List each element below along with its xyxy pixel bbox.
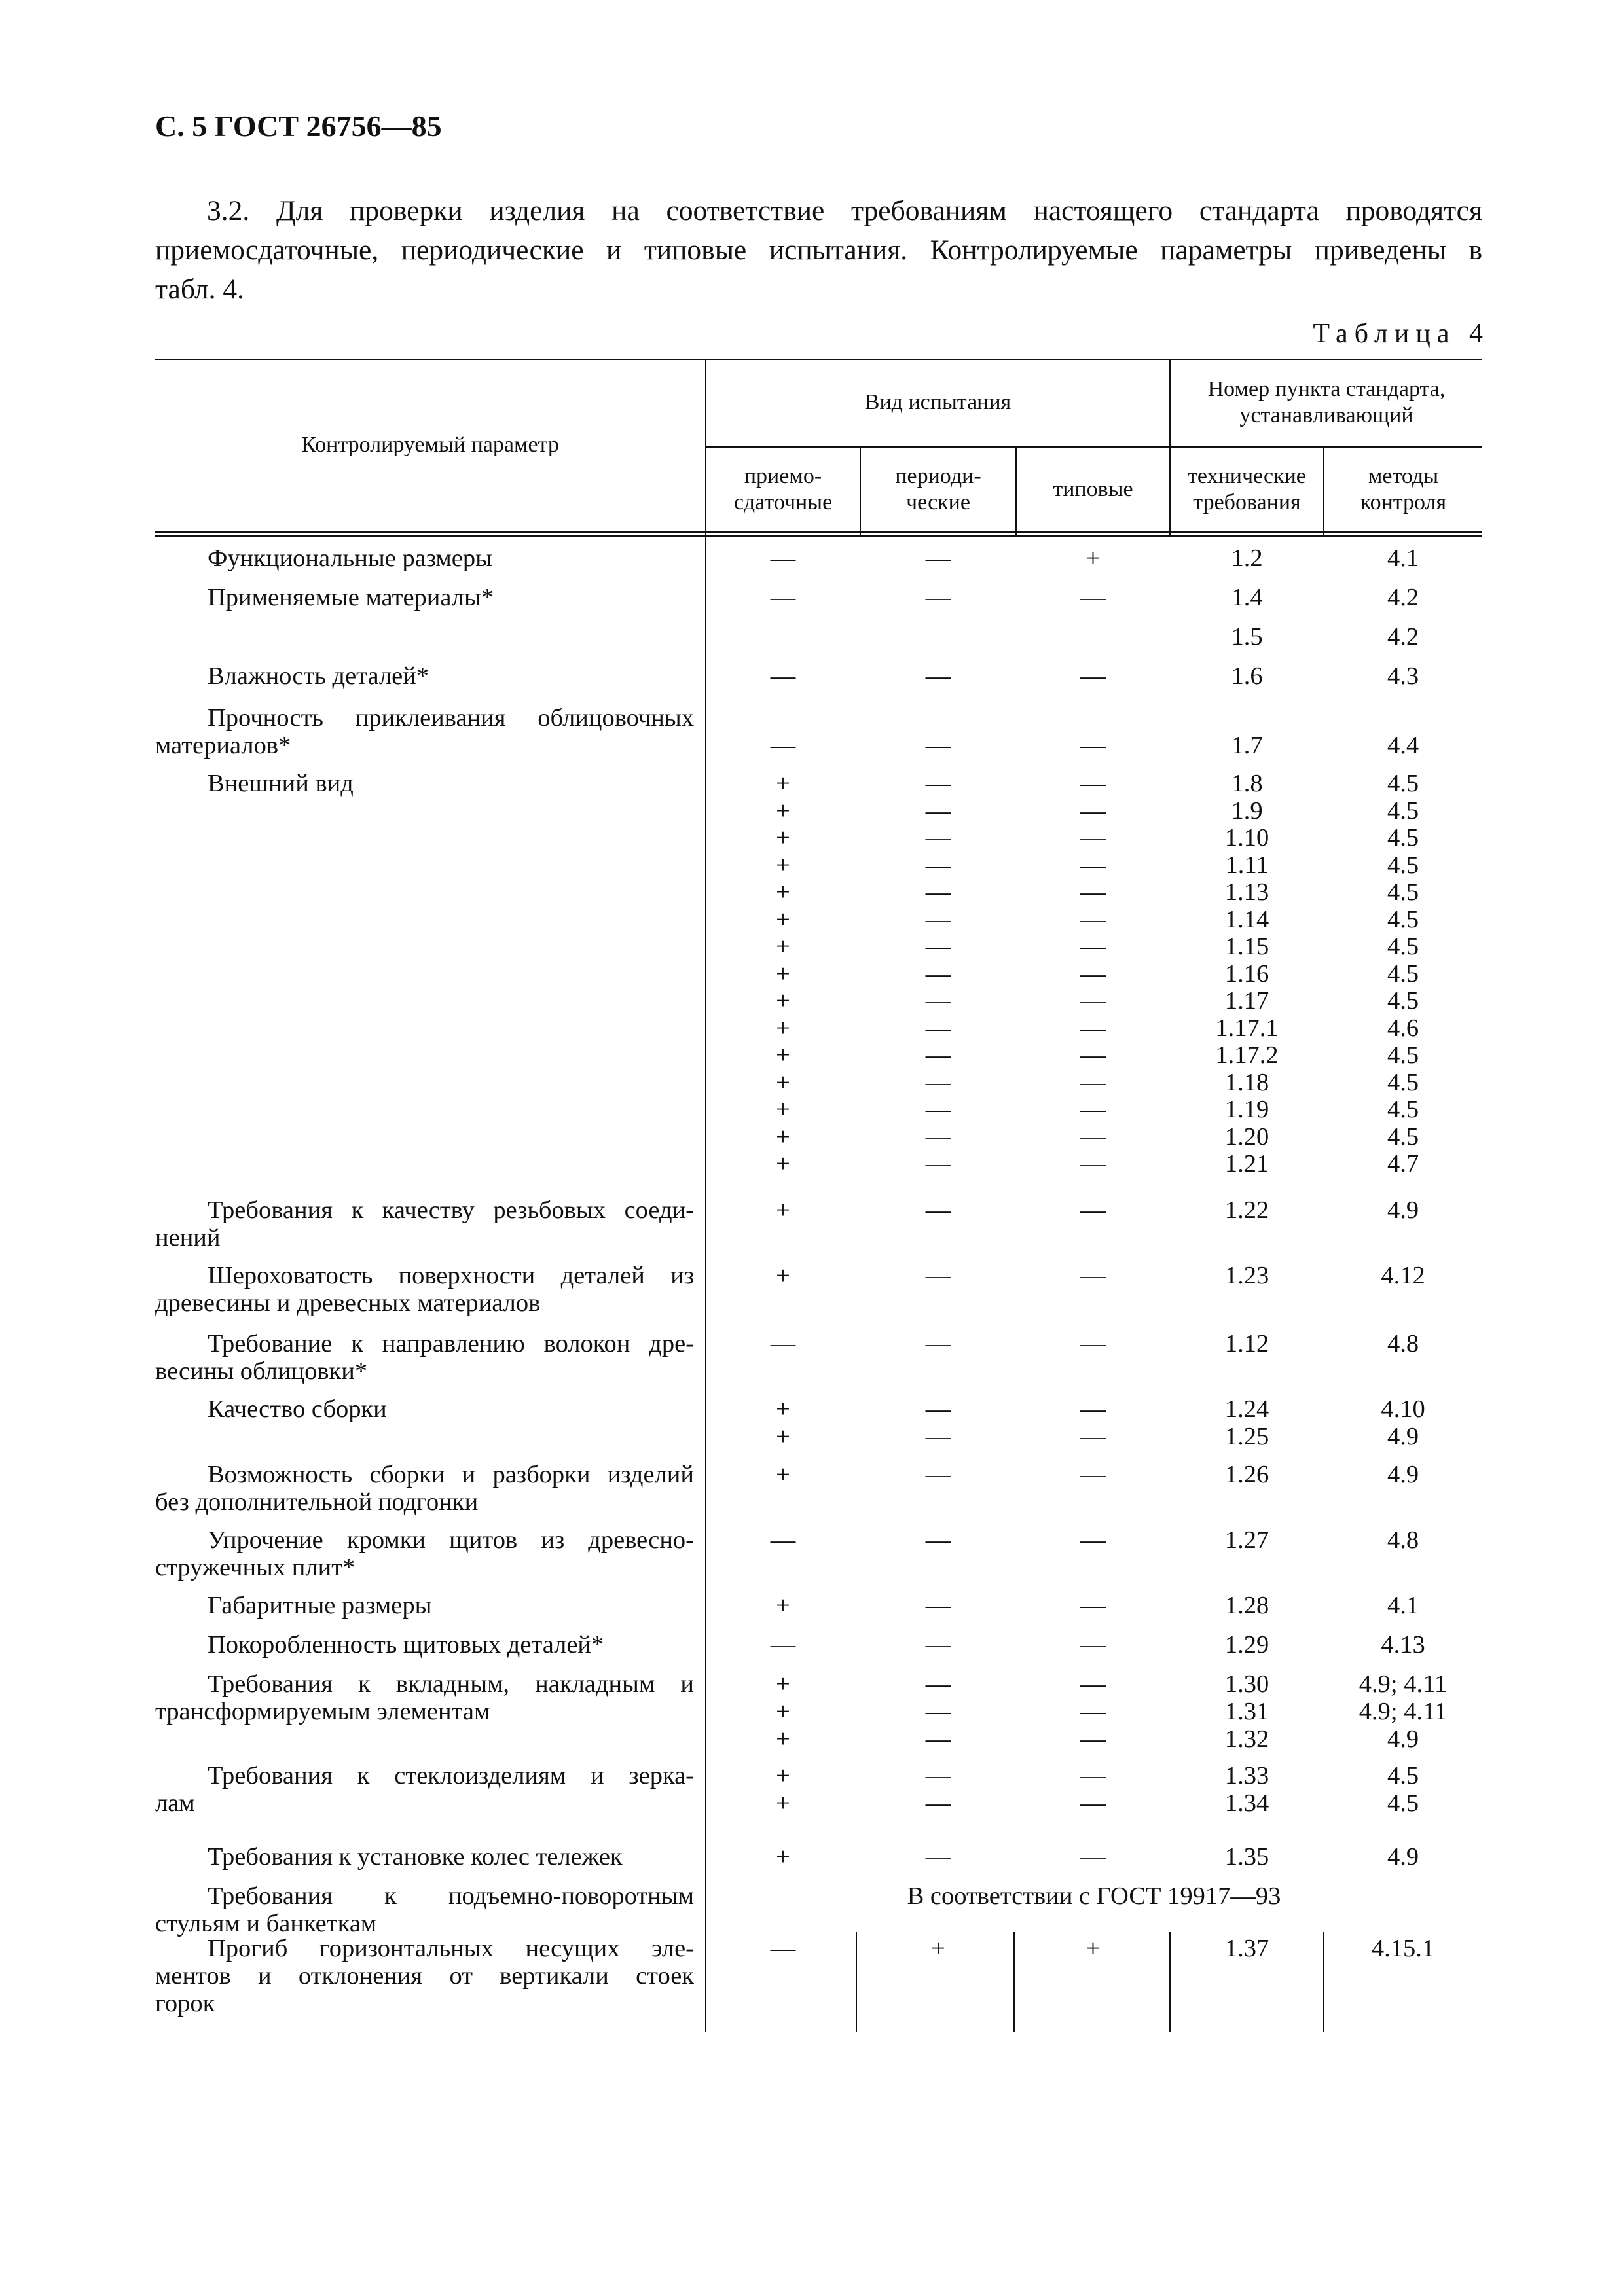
method-cell: 4.1 (1387, 1592, 1419, 1619)
periodic-cell: — (925, 1041, 951, 1069)
periodic-cell: — (925, 878, 951, 906)
method-cell: 4.2 (1387, 584, 1419, 611)
tech-req-cell: 1.31 (1224, 1698, 1269, 1725)
tech-req-cell: 1.30 (1224, 1670, 1269, 1698)
sub-row (155, 1150, 1482, 1177)
header-tech-req (1171, 448, 1323, 531)
tech-req-cell: 1.12 (1224, 1330, 1269, 1357)
type-test-cell: — (1080, 1150, 1106, 1177)
parameter-line: Применяемые материалы* (208, 584, 494, 611)
periodic-cell: — (925, 851, 951, 879)
method-cell: 4.9 (1387, 1725, 1419, 1753)
method-cell: 4.15.1 (1371, 1935, 1435, 1962)
type-test-cell: — (1080, 878, 1106, 906)
acceptance-cell: + (776, 1150, 790, 1177)
body-col-divider (1323, 1932, 1324, 2032)
periodic-cell: — (925, 662, 951, 690)
acceptance-cell: + (776, 1096, 790, 1123)
tech-req-cell: 1.29 (1224, 1631, 1269, 1659)
tech-req-cell: 1.20 (1224, 1122, 1269, 1151)
intro-line: 3.2. Для проверки изделия на соответствие требованиям настоящего стандарта проводятся (207, 195, 1482, 226)
parameter-line: Требование к направлению волокон дре- (208, 1330, 694, 1357)
type-test-cell: + (1085, 1935, 1101, 1962)
method-cell: 4.8 (1387, 1526, 1419, 1554)
body-col-divider (1013, 1932, 1015, 2032)
body-col-divider (856, 1932, 857, 2032)
tech-req-cell: 1.24 (1224, 1395, 1269, 1423)
parameter-line: Требования к качеству резьбовых соеди- (208, 1196, 694, 1224)
type-test-cell: — (1080, 1041, 1106, 1069)
header-standard-clause (1171, 359, 1482, 446)
acceptance-cell: + (776, 851, 790, 879)
type-test-cell: — (1080, 1725, 1106, 1753)
tech-req-cell: 1.23 (1224, 1262, 1269, 1289)
header-standard-clause-line1: Номер пункта стандарта, (1207, 377, 1446, 401)
sub-row (155, 878, 1482, 906)
sub-row (155, 1698, 1482, 1725)
type-test-cell: — (1080, 1096, 1106, 1123)
method-cell: 4.9; 4.11 (1359, 1670, 1448, 1698)
sub-row (155, 1014, 1482, 1042)
sub-row (155, 1670, 1482, 1698)
header-periodic-line1: периоди- (895, 464, 981, 488)
tech-req-cell: 1.8 (1231, 770, 1263, 797)
method-cell: 4.12 (1381, 1262, 1425, 1289)
periodic-cell: — (925, 1262, 951, 1289)
acceptance-cell: + (776, 1122, 790, 1151)
periodic-cell: — (925, 1631, 951, 1659)
intro-paragraph (155, 191, 1482, 309)
type-test-cell: — (1080, 1789, 1106, 1817)
parameter-line: Габаритные размеры (208, 1592, 432, 1619)
parameter-line: лам (155, 1789, 195, 1817)
sub-row (155, 960, 1482, 988)
periodic-cell: — (925, 1670, 951, 1698)
type-test-cell: — (1080, 1631, 1106, 1659)
header-methods-line1: методы (1368, 464, 1439, 488)
acceptance-cell: + (776, 824, 790, 852)
acceptance-cell: — (770, 732, 796, 759)
header-acceptance (706, 448, 860, 531)
tech-req-cell: 1.21 (1224, 1150, 1269, 1177)
acceptance-cell: + (776, 797, 790, 825)
tech-req-cell: 1.7 (1231, 732, 1263, 759)
periodic-cell: — (925, 1843, 951, 1871)
periodic-cell: — (925, 1762, 951, 1789)
parameter-line: Функциональные размеры (208, 545, 492, 572)
sub-row (155, 1196, 1482, 1224)
acceptance-cell: + (776, 1592, 790, 1619)
parameter-line: ментов и отклонения от вертикали стоек (155, 1962, 694, 1990)
periodic-cell: — (925, 1592, 951, 1619)
parameter-line: весины облицовки* (155, 1357, 368, 1385)
periodic-cell: — (925, 797, 951, 825)
type-test-cell: — (1080, 905, 1106, 933)
sub-row (155, 906, 1482, 933)
sub-row (155, 623, 1482, 651)
tech-req-cell: 1.35 (1224, 1843, 1269, 1871)
method-cell: 4.6 (1387, 1014, 1419, 1042)
method-cell: 4.10 (1381, 1395, 1425, 1423)
periodic-cell: — (925, 1395, 951, 1423)
intro-line: приемосдаточные, периодические и типовые испытания. Контролируемые параметры приведены в (155, 234, 1482, 266)
parameter-line: без дополнительной подгонки (155, 1488, 479, 1516)
method-cell: 4.3 (1387, 662, 1419, 690)
parameter-line: Требования к стеклоизделиям и зерка- (208, 1762, 694, 1789)
method-cell: 4.5 (1387, 1068, 1419, 1096)
periodic-cell: — (925, 1698, 951, 1725)
method-cell: 4.5 (1387, 1789, 1419, 1817)
periodic-cell: — (925, 584, 951, 611)
periodic-cell: — (925, 1068, 951, 1096)
header-tech-req-line2: требования (1193, 490, 1301, 514)
type-test-cell: — (1080, 1843, 1106, 1871)
parameter-line: Шероховатость поверхности деталей из (208, 1262, 694, 1289)
parameter-line: Требования к подъемно-поворотным (208, 1882, 694, 1910)
type-test-cell: — (1080, 1262, 1106, 1289)
method-cell: 4.5 (1387, 878, 1419, 906)
method-cell: 4.5 (1387, 1041, 1419, 1069)
sub-row (155, 545, 1482, 572)
sub-row (155, 1041, 1482, 1069)
periodic-cell: — (925, 545, 951, 572)
header-methods-line2: контроля (1360, 490, 1447, 514)
type-test-cell: — (1080, 1014, 1106, 1042)
intro-line: табл. 4. (155, 274, 244, 305)
parameter-line: Влажность деталей* (208, 662, 429, 690)
span-note-cell: В соответствии с ГОСТ 19917—93 (907, 1882, 1281, 1910)
method-cell: 4.5 (1387, 1122, 1419, 1151)
acceptance-cell: + (776, 1843, 790, 1871)
body-col-divider (1169, 1932, 1171, 2032)
periodic-cell: — (925, 1330, 951, 1357)
header-type-tests (1017, 448, 1169, 531)
parameter-line: трансформируемым элементам (155, 1698, 490, 1725)
type-test-cell: — (1080, 824, 1106, 852)
parameter-line: Упрочение кромки щитов из древесно- (208, 1526, 694, 1554)
method-cell: 4.5 (1387, 987, 1419, 1014)
periodic-cell: — (925, 1150, 951, 1177)
sub-row (155, 1762, 1482, 1789)
type-test-cell: — (1080, 960, 1106, 988)
periodic-cell: — (925, 732, 951, 759)
header-periodic-line2: ческие (906, 490, 970, 514)
periodic-cell: + (931, 1935, 945, 1962)
tech-req-cell: 1.4 (1231, 584, 1263, 611)
periodic-cell: — (925, 770, 951, 797)
header-acceptance-line2: сдаточные (733, 490, 833, 514)
sub-row (155, 987, 1482, 1014)
method-cell: 4.5 (1387, 824, 1419, 852)
acceptance-cell: — (770, 1526, 796, 1554)
method-cell: 4.9; 4.11 (1359, 1698, 1448, 1725)
periodic-cell (860, 623, 1016, 651)
acceptance-cell: + (776, 1423, 790, 1450)
periodic-cell: — (925, 1461, 951, 1488)
parameter-line: стульям и банкеткам (155, 1910, 377, 1937)
periodic-cell: — (925, 905, 951, 933)
type-test-cell: — (1080, 732, 1106, 759)
acceptance-cell: + (776, 1068, 790, 1096)
type-test-cell: — (1080, 933, 1106, 960)
parameter-line: горок (155, 1990, 215, 2017)
type-test-cell: + (1085, 545, 1101, 572)
sub-row (155, 1395, 1482, 1423)
periodic-cell: — (925, 1789, 951, 1817)
header-bottom-rule (155, 531, 1482, 533)
type-test-cell: — (1080, 1526, 1106, 1554)
type-test-cell: — (1080, 1592, 1106, 1619)
tech-req-cell: 1.13 (1224, 878, 1269, 906)
periodic-cell: — (925, 1096, 951, 1123)
sub-row (155, 1935, 1482, 1962)
acceptance-cell: + (776, 960, 790, 988)
periodic-cell: — (925, 824, 951, 852)
sub-row (155, 1123, 1482, 1151)
method-cell: 4.9 (1387, 1843, 1419, 1871)
type-test-cell (1016, 623, 1170, 651)
periodic-cell: — (925, 1014, 951, 1042)
periodic-cell: — (925, 987, 951, 1014)
periodic-cell: — (925, 960, 951, 988)
acceptance-cell: + (776, 1461, 790, 1488)
acceptance-cell: + (776, 933, 790, 960)
tech-req-cell: 1.34 (1224, 1789, 1269, 1817)
acceptance-cell: + (776, 878, 790, 906)
tech-req-cell: 1.9 (1231, 797, 1263, 825)
tech-req-cell: 1.15 (1224, 933, 1269, 960)
header-type-tests-text: типовые (1053, 477, 1133, 501)
type-test-cell: — (1080, 1196, 1106, 1224)
tech-req-cell: 1.5 (1231, 623, 1263, 651)
type-test-cell: — (1080, 1122, 1106, 1151)
parameter-line: Требования к установке колес тележек (208, 1843, 623, 1871)
acceptance-cell: — (770, 662, 796, 690)
acceptance-cell: + (776, 1789, 790, 1817)
tech-req-cell: 1.17.1 (1215, 1014, 1279, 1042)
body-col-divider (705, 537, 706, 2032)
acceptance-cell: — (770, 1631, 796, 1659)
parameter-line: древесины и древесных материалов (155, 1289, 541, 1317)
acceptance-cell: + (776, 1762, 790, 1789)
controlled-parameters-table (155, 359, 1482, 2034)
periodic-cell: — (925, 1196, 951, 1224)
tech-req-cell: 1.25 (1224, 1423, 1269, 1450)
tech-req-cell: 1.17 (1224, 987, 1269, 1014)
acceptance-cell (706, 623, 860, 651)
parameter-cell (155, 1882, 694, 1937)
tech-req-cell: 1.16 (1224, 960, 1269, 988)
tech-req-cell: 1.33 (1224, 1762, 1269, 1789)
acceptance-cell: — (770, 584, 796, 611)
acceptance-cell: + (776, 905, 790, 933)
sub-row (155, 1069, 1482, 1096)
method-cell: 4.5 (1387, 851, 1419, 879)
parameter-line: нений (155, 1224, 221, 1251)
parameter-line: Требования к вкладным, накладным и (208, 1670, 694, 1698)
sub-row (155, 824, 1482, 852)
type-test-cell: — (1080, 797, 1106, 825)
header-standard-clause-line2: устанавливающий (1239, 403, 1413, 427)
tech-req-cell: 1.18 (1224, 1068, 1269, 1096)
acceptance-cell: + (776, 1041, 790, 1069)
header-test-type (706, 359, 1169, 446)
method-cell: 4.2 (1387, 623, 1419, 651)
type-test-cell: — (1080, 1670, 1106, 1698)
tech-req-cell: 1.2 (1231, 545, 1263, 572)
acceptance-cell: — (770, 545, 796, 572)
type-test-cell: — (1080, 1698, 1106, 1725)
method-cell: 4.5 (1387, 1762, 1419, 1789)
tech-req-cell: 1.6 (1231, 662, 1263, 690)
acceptance-cell: — (770, 1330, 796, 1357)
sub-row (155, 1096, 1482, 1123)
method-cell: 4.5 (1387, 960, 1419, 988)
type-test-cell: — (1080, 987, 1106, 1014)
type-test-cell: — (1080, 1423, 1106, 1450)
tech-req-cell: 1.10 (1224, 824, 1269, 852)
sub-row (155, 852, 1482, 879)
periodic-cell: — (925, 1725, 951, 1753)
acceptance-cell: — (770, 1935, 796, 1962)
tech-req-cell: 1.28 (1224, 1592, 1269, 1619)
acceptance-cell: + (776, 1262, 790, 1289)
tech-req-cell: 1.32 (1224, 1725, 1269, 1753)
table-caption: Таблица 4 (1313, 319, 1489, 349)
tech-req-cell: 1.26 (1224, 1461, 1269, 1488)
method-cell: 4.4 (1387, 732, 1419, 759)
parameter-line: Внешний вид (208, 770, 354, 797)
sub-row (155, 1843, 1482, 1871)
header-parameter-text: Контролируемый параметр (301, 433, 559, 457)
sub-row (155, 1631, 1482, 1659)
sub-row (155, 1330, 1482, 1357)
type-test-cell: — (1080, 1068, 1106, 1096)
tech-req-cell: 1.11 (1225, 851, 1269, 879)
method-cell: 4.5 (1387, 797, 1419, 825)
acceptance-cell: + (776, 770, 790, 797)
type-test-cell: — (1080, 851, 1106, 879)
tech-req-cell: 1.17.2 (1215, 1041, 1279, 1069)
header-test-type-text: Вид испытания (864, 390, 1012, 414)
method-cell: 4.9 (1387, 1461, 1419, 1488)
sub-row (155, 1592, 1482, 1619)
periodic-cell: — (925, 1526, 951, 1554)
parameter-line: Прогиб горизонтальных несущих эле- (208, 1935, 694, 1962)
method-cell: 4.7 (1387, 1150, 1419, 1177)
tech-req-cell: 1.22 (1224, 1196, 1269, 1224)
header-methods (1324, 448, 1482, 531)
sub-row (155, 584, 1482, 611)
header-bottom-rule-2 (155, 535, 1482, 537)
parameter-line: Качество сборки (208, 1395, 387, 1423)
sub-row (155, 1526, 1482, 1554)
acceptance-cell: + (776, 1670, 790, 1698)
tech-req-cell: 1.27 (1224, 1526, 1269, 1554)
type-test-cell: — (1080, 1330, 1106, 1357)
periodic-cell: — (925, 1423, 951, 1450)
header-periodic (861, 448, 1015, 531)
tech-req-cell: 1.14 (1224, 905, 1269, 933)
parameter-line: стружечных плит* (155, 1554, 356, 1581)
sub-row (155, 1789, 1482, 1817)
sub-row (155, 1461, 1482, 1488)
acceptance-cell: + (776, 1014, 790, 1042)
periodic-cell: — (925, 933, 951, 960)
sub-row (155, 1423, 1482, 1450)
type-test-cell: — (1080, 1762, 1106, 1789)
type-test-cell: — (1080, 1395, 1106, 1423)
header-tech-req-line1: технические (1188, 464, 1306, 488)
tech-req-cell: 1.19 (1224, 1096, 1269, 1123)
method-cell: 4.5 (1387, 905, 1419, 933)
acceptance-cell: + (776, 1196, 790, 1224)
sub-row (155, 770, 1482, 797)
sub-row (155, 1262, 1482, 1289)
tech-req-cell: 1.37 (1224, 1935, 1269, 1962)
method-cell: 4.9 (1387, 1196, 1419, 1224)
method-cell: 4.9 (1387, 1423, 1419, 1450)
method-cell: 4.1 (1387, 545, 1419, 572)
acceptance-cell: + (776, 1698, 790, 1725)
sub-row (155, 933, 1482, 960)
parameter-line: материалов* (155, 732, 291, 759)
page-header: С. 5 ГОСТ 26756—85 (155, 109, 442, 143)
acceptance-cell: + (776, 1395, 790, 1423)
sub-row (155, 662, 1482, 690)
method-cell: 4.13 (1381, 1631, 1425, 1659)
type-test-cell: — (1080, 584, 1106, 611)
method-cell: 4.5 (1387, 933, 1419, 960)
parameter-line: Прочность приклеивания облицовочных (208, 704, 694, 732)
sub-row (155, 1725, 1482, 1753)
type-test-cell: — (1080, 1461, 1106, 1488)
method-cell: 4.8 (1387, 1330, 1419, 1357)
header-parameter (155, 359, 705, 531)
parameter-line: Возможность сборки и разборки изделий (208, 1461, 694, 1488)
type-test-cell: — (1080, 662, 1106, 690)
sub-row (155, 797, 1482, 825)
method-cell: 4.5 (1387, 1096, 1419, 1123)
header-acceptance-line1: приемо- (744, 464, 822, 488)
periodic-cell: — (925, 1122, 951, 1151)
acceptance-cell: + (776, 1725, 790, 1753)
acceptance-cell: + (776, 987, 790, 1014)
type-test-cell: — (1080, 770, 1106, 797)
method-cell: 4.5 (1387, 770, 1419, 797)
parameter-line: Покоробленность щитовых деталей* (208, 1631, 604, 1659)
sub-row (155, 732, 1482, 759)
